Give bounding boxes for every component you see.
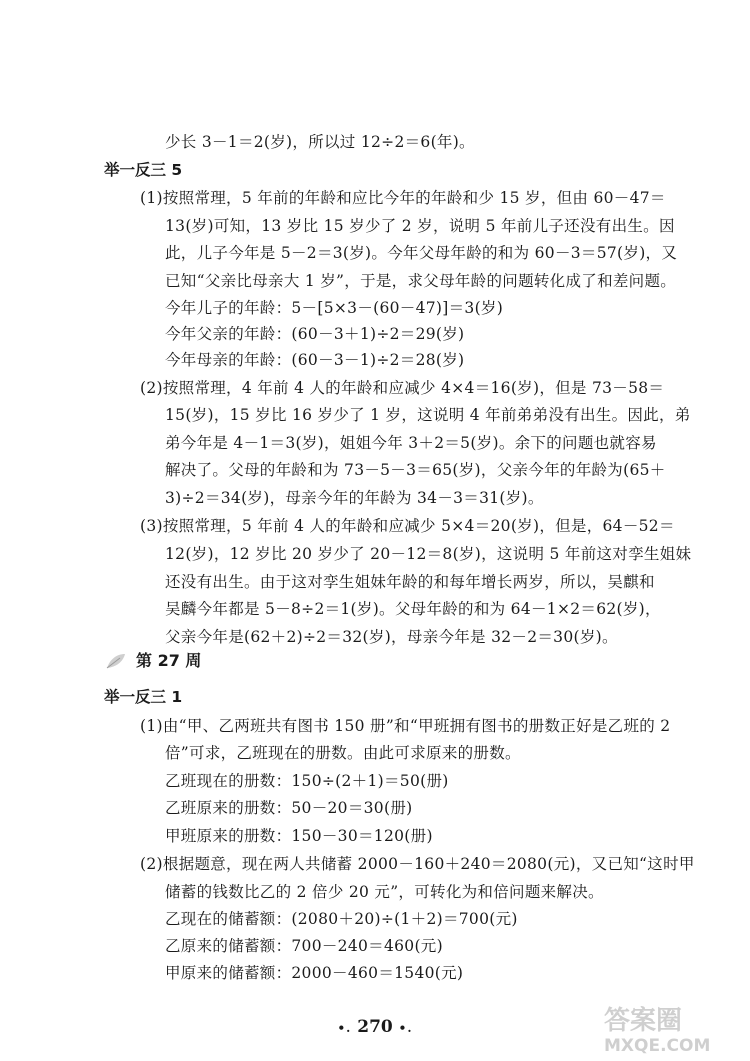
text-line: 甲班原来的册数：150－30＝120(册): [165, 827, 433, 845]
text-line: 乙原来的储蓄额：700－240＝460(元): [165, 937, 443, 955]
text-line: 今年儿子的年龄：5－[5×3－(60－47)]＝3(岁): [165, 299, 504, 317]
watermark-title: 答案圈: [604, 1006, 683, 1036]
section-heading-1: 举一反三 1: [104, 688, 183, 706]
text-line: (2)按照常理，4 年前 4 人的年龄和应减少 4×4＝16(岁)，但是 73－58＝: [140, 379, 665, 397]
text-line: 解决了。父母的年龄和为 73－5－3＝65(岁)，父亲今年的年龄为(65＋: [165, 461, 666, 479]
text-line: 父亲今年是(62＋2)÷2＝32(岁)，母亲今年是 32－2＝30(岁)。: [165, 628, 618, 646]
leaf-icon: [104, 651, 128, 671]
text-line: 3)÷2＝34(岁)，母亲今年的年龄为 34－3＝31(岁)。: [165, 489, 544, 507]
text-line: 已知“父亲比母亲大 1 岁”，于是，求父母年龄的问题转化成了和差问题。: [165, 272, 677, 290]
text-line: 少长 3－1＝2(岁)，所以过 12÷2＝6(年)。: [165, 133, 475, 151]
text-line: 弟今年是 4－1＝3(岁)，姐姐今年 3＋2＝5(岁)。余下的问题也就容易: [165, 434, 657, 452]
page-number-dots-left: •.: [337, 1021, 352, 1035]
section-heading-5: 举一反三 5: [104, 161, 183, 179]
text-line: 还没有出生。由于这对孪生姐妹年龄的和每年增长两岁，所以，吴麒和: [165, 573, 655, 591]
text-line: 15(岁)，15 岁比 16 岁少了 1 岁，这说明 4 年前弟弟没有出生。因此，弟: [165, 406, 691, 424]
text-line: 今年母亲的年龄：(60－3－1)÷2＝28(岁): [165, 351, 465, 369]
text-line: 甲原来的储蓄额：2000－460＝1540(元): [165, 964, 464, 982]
text-line: 吴麟今年都是 5－8÷2＝1(岁)。父母年龄的和为 64－1×2＝62(岁)，: [165, 600, 661, 618]
text-line: (3)按照常理，5 年前 4 人的年龄和应减少 5×4＝20(岁)，但是，64－52＝: [140, 517, 675, 535]
text-line: 倍”可求，乙班现在的册数。由此可求原来的册数。: [165, 744, 521, 762]
page-number-value: 270: [357, 1017, 393, 1037]
week-heading: 第 27 周: [136, 651, 202, 670]
text-line: 乙班现在的册数：150÷(2＋1)＝50(册): [165, 772, 449, 790]
text-line: 12(岁)，12 岁比 20 岁少了 20－12＝8(岁)，这说明 5 年前这对孪生姐妹: [165, 545, 692, 563]
text-line: 乙班原来的册数：50－20＝30(册): [165, 799, 413, 817]
text-line: 此，儿子今年是 5－2＝3(岁)。今年父母年龄的和为 60－3＝57(岁)，又: [165, 244, 678, 262]
text-line: 储蓄的钱数比乙的 2 倍少 20 元”，可转化为和倍问题来解决。: [165, 883, 604, 901]
watermark-url: MXQE.COM: [604, 1036, 711, 1056]
text-line: (2)根据题意，现在两人共储蓄 2000－160＋240＝2080(元)，又已知“这时甲: [140, 855, 695, 873]
text-line: 13(岁)可知，13 岁比 15 岁少了 2 岁，说明 5 年前儿子还没有出生。因: [165, 217, 675, 235]
page-number-dots-right: •.: [398, 1021, 413, 1035]
text-line: (1)由“甲、乙两班共有图书 150 册”和“甲班拥有图书的册数正好是乙班的 2: [140, 717, 671, 735]
text-line: (1)按照常理，5 年前的年龄和应比今年的年龄和少 15 岁，但由 60－47＝: [140, 189, 666, 207]
text-line: 乙现在的储蓄额：(2080＋20)÷(1＋2)＝700(元): [165, 910, 518, 928]
watermark-logo: [600, 1001, 742, 1057]
text-line: 今年父亲的年龄：(60－3＋1)÷2＝29(岁): [165, 325, 465, 343]
